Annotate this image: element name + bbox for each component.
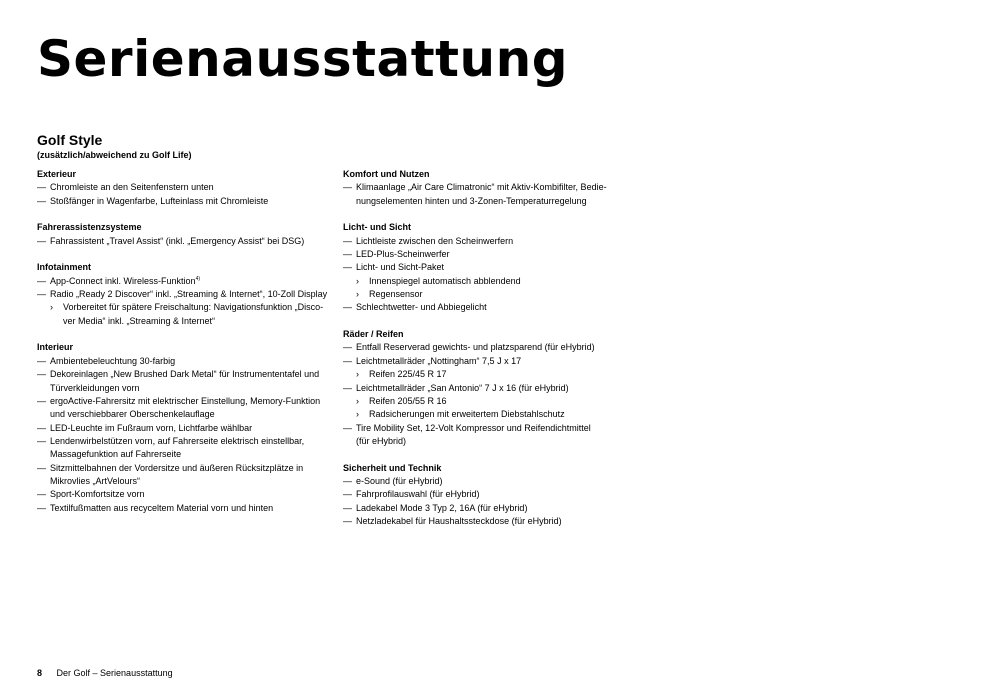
- list-item: [343, 261, 633, 274]
- list-item: [37, 475, 337, 488]
- list-item: [343, 195, 633, 208]
- list-item-text: e-Sound (für eHybrid): [356, 475, 443, 486]
- list-item-text: LED-Plus-Scheinwerfer: [356, 249, 450, 260]
- list-item-text: Radio „Ready 2 Discover“ inkl. „Streaming & Internet“, 10-Zoll Display: [50, 289, 328, 300]
- section-infotainment: [37, 261, 337, 328]
- list-item: [343, 181, 633, 194]
- list-item-text: Licht- und Sicht-Paket: [356, 262, 445, 273]
- sub-list-item: [343, 288, 633, 301]
- list-item: [37, 382, 337, 395]
- sub-list-item: [343, 275, 633, 288]
- list-item-text: Fahrprofilauswahl (für eHybrid): [356, 489, 480, 500]
- list-item-text: Ambientebeleuchtung 30-farbig: [50, 355, 176, 366]
- list-item: [343, 422, 633, 435]
- list-item-text: Entfall Reserverad gewichts- und platzsparend (für eHybrid): [356, 342, 595, 353]
- list-item: [37, 275, 337, 288]
- list-item-text: Türverkleidungen vorn: [50, 382, 140, 393]
- list-item-text: LED-Leuchte im Fußraum vorn, Lichtfarbe wählbar: [50, 422, 253, 433]
- list-item-text: (für eHybrid): [356, 435, 407, 446]
- list-item-text: Leichtmetallräder „Nottingham“ 7,5 J x 17: [356, 355, 522, 366]
- section-komfort-und-nutzen: [343, 168, 633, 208]
- footer-label: Der Golf – Serienausstattung: [56, 668, 173, 678]
- section-sicherheit-und-technik: [343, 462, 633, 529]
- section-licht-und-sicht: [343, 221, 633, 314]
- list-item: [37, 288, 337, 301]
- sub-list-item: [343, 395, 633, 408]
- list-item-text: Ladekabel Mode 3 Typ 2, 16A (für eHybrid): [356, 502, 528, 513]
- page-number: 8: [37, 668, 43, 678]
- list-item-text: und verschiebbarer Oberschenkelauflage: [50, 409, 215, 420]
- list-item: [37, 195, 337, 208]
- list-item-text: Tire Mobility Set, 12-Volt Kompressor und Reifendichtmittel: [356, 422, 591, 433]
- list-item: [343, 235, 633, 248]
- list-item: [343, 382, 633, 395]
- page-footer: [37, 667, 173, 679]
- list-item: [343, 515, 633, 528]
- section-heading: Exterieur: [37, 169, 77, 179]
- section-interieur: [37, 341, 337, 514]
- section-heading: Sicherheit und Technik: [343, 462, 442, 473]
- list-item: [37, 368, 337, 381]
- section-heading: Infotainment: [37, 262, 91, 273]
- list-item-text: Klimaanlage „Air Care Climatronic“ mit Aktiv-Kombifilter, Bedie-: [356, 182, 607, 193]
- list-item: [37, 181, 337, 194]
- list-item: [343, 502, 633, 515]
- list-item-text: Chromleiste an den Seitenfenstern unten: [50, 182, 214, 193]
- list-item: [343, 435, 633, 448]
- section-heading: Komfort und Nutzen: [343, 169, 430, 179]
- list-item: [343, 248, 633, 261]
- list-item-text: Lichtleiste zwischen den Scheinwerfern: [356, 235, 514, 246]
- list-item-text: Sport-Komfortsitze vorn: [50, 489, 145, 500]
- list-item: [37, 235, 337, 248]
- list-item-text: nungselementen hinten und 3-Zonen-Temperaturregelung: [356, 195, 587, 206]
- list-item: [37, 395, 337, 408]
- list-item-text: Massagefunktion auf Fahrerseite: [50, 449, 182, 460]
- sub-list-item: [343, 408, 633, 421]
- list-item-text: ver Media“ inkl. „Streaming & Internet“: [63, 315, 216, 326]
- list-item-text: Fahrassistent „Travel Assist“ (inkl. „Emergency Assist“ bei DSG): [50, 235, 305, 246]
- list-item-text: Lendenwirbelstützen vorn, auf Fahrerseite elektrisch einstellbar,: [50, 435, 305, 446]
- list-item-text: Dekoreinlagen „New Brushed Dark Metal“ für Instrumententafel und: [50, 369, 320, 380]
- list-item: [343, 301, 633, 314]
- list-item-text: Textilfußmatten aus recyceltem Material vorn und hinten: [50, 502, 274, 513]
- left-column: [37, 168, 337, 528]
- list-item: [37, 315, 337, 328]
- section-heading: Räder / Reifen: [343, 329, 404, 340]
- list-item-text: Innenspiegel automatisch abblendend: [369, 275, 521, 286]
- section-exterieur: [37, 168, 337, 208]
- section-heading: Interieur: [37, 342, 74, 353]
- list-item-text: Mikrovlies „ArtVelours“: [50, 475, 141, 486]
- sub-list-item: [343, 368, 633, 381]
- list-item: [37, 448, 337, 461]
- list-item: [343, 488, 633, 501]
- list-item-text: Leichtmetallräder „San Antonio“ 7 J x 16 (für eHybrid): [356, 382, 569, 393]
- list-item: [343, 355, 633, 368]
- sub-list-item: [37, 301, 337, 314]
- list-item-text: Reifen 205/55 R 16: [369, 395, 447, 406]
- list-item-text: Reifen 225/45 R 17: [369, 369, 447, 380]
- list-item: [37, 488, 337, 501]
- list-item: [37, 355, 337, 368]
- list-item: [343, 341, 633, 354]
- list-item: [37, 462, 337, 475]
- list-item: [343, 475, 633, 488]
- section-fahrerassistenzsysteme: [37, 221, 337, 248]
- list-item-text: Radsicherungen mit erweitertem Diebstahlschutz: [369, 409, 565, 420]
- list-item-text: Vorbereitet für spätere Freischaltung: Navigationsfunktion „Disco-: [63, 302, 324, 313]
- right-column: [343, 168, 633, 542]
- list-item: [37, 422, 337, 435]
- list-item-text: Stoßfänger in Wagenfarbe, Lufteinlass mit Chromleiste: [50, 195, 269, 206]
- list-item: [37, 502, 337, 515]
- list-item-text: App-Connect inkl. Wireless-Funktion: [50, 275, 196, 286]
- section-heading: Fahrerassistenzsysteme: [37, 222, 142, 233]
- model-heading: Golf Style: [37, 132, 103, 148]
- list-item-text: ergoActive-Fahrersitz mit elektrischer Einstellung, Memory-Funktion: [50, 395, 321, 406]
- list-item-text: Netzladekabel für Haushaltssteckdose (für eHybrid): [356, 515, 562, 526]
- list-item-text: Regensensor: [369, 289, 423, 300]
- page-title: Serienausstattung: [37, 30, 569, 88]
- section-raeder-reifen: [343, 328, 633, 448]
- model-subtitle: (zusätzlich/abweichend zu Golf Life): [37, 150, 192, 160]
- list-item: [37, 435, 337, 448]
- list-item-text: Schlechtwetter- und Abbiegelicht: [356, 302, 487, 313]
- list-item: [37, 408, 337, 421]
- section-heading: Licht- und Sicht: [343, 222, 411, 233]
- footnote-marker: 4): [195, 275, 201, 282]
- list-item-text: Sitzmittelbahnen der Vordersitze und äußeren Rücksitzplätze in: [50, 462, 304, 473]
